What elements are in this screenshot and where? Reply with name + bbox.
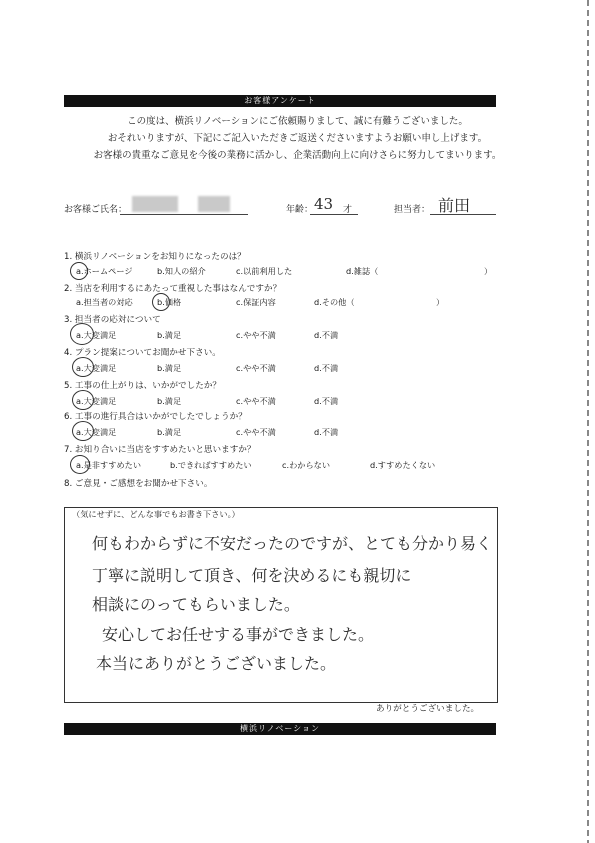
q7-option-a: a.是非すすめたい bbox=[76, 460, 142, 470]
staff-value: 前田 bbox=[438, 196, 471, 215]
redacted-name-2 bbox=[198, 196, 230, 212]
age-value: 43 bbox=[314, 195, 334, 213]
question-4: 4. プラン提案についてお聞かせ下さい。 bbox=[64, 348, 221, 358]
q3-option-a: a.大変満足 bbox=[76, 330, 117, 340]
comment-line-4: 安心してお任せする事ができました。 bbox=[102, 625, 375, 644]
age-label: 年齢： bbox=[286, 205, 314, 215]
q7-selection-circle bbox=[70, 455, 90, 474]
q1-selection-circle bbox=[70, 262, 88, 280]
comment-line-5: 本当にありがとうございました。 bbox=[96, 654, 337, 673]
q3-option-d: d.不満 bbox=[314, 330, 339, 340]
age-unit: 才 bbox=[343, 205, 353, 215]
redacted-name-1 bbox=[132, 196, 178, 212]
q6-option-c: c.やや不満 bbox=[236, 427, 276, 437]
q5-selection-circle bbox=[72, 390, 94, 410]
name-label: お客様ご氏名： bbox=[64, 205, 128, 215]
comment-line-3: 相談にのってもらいました。 bbox=[92, 595, 300, 614]
intro-line-2: おそれいりますが、下記にご記入いただきご返送くださいますようお願い申し上げます。 bbox=[107, 133, 488, 144]
q7-option-b: b.できればすすめたい bbox=[170, 460, 252, 470]
comment-line-1: 何もわからずに不安だったのですが、とても分かり易く bbox=[92, 534, 493, 553]
q6-option-b: b.満足 bbox=[157, 427, 182, 437]
q2-option-b: b.価格 bbox=[157, 297, 182, 307]
q7-option-d: d.すすめたくない bbox=[370, 460, 436, 470]
q4-option-c: c.やや不満 bbox=[236, 363, 276, 373]
q2-option-d-close: ） bbox=[436, 297, 445, 307]
q6-selection-circle bbox=[72, 421, 94, 441]
q2-option-d: d.その他（ bbox=[314, 297, 355, 307]
q5-option-a: a.大変満足 bbox=[76, 396, 117, 406]
q3-option-c: c.やや不満 bbox=[236, 330, 276, 340]
intro-line-1: この度は、横浜リノベーションにご依頼賜りまして、誠に有難うございました。 bbox=[127, 116, 468, 127]
q2-selection-circle bbox=[152, 293, 170, 311]
q4-option-b: b.満足 bbox=[157, 363, 182, 373]
staff-label: 担当者： bbox=[394, 205, 431, 215]
q6-option-a: a.大変満足 bbox=[76, 427, 117, 437]
question-1: 1. 横浜リノベーションをお知りになったのは？ bbox=[64, 252, 246, 262]
question-5: 5. 工事の仕上がりは、いかがでしたか？ bbox=[64, 381, 222, 391]
intro-line-3: お客様の貴重なご意見を今後の業務に活かし、企業活動向上に向けさらに努力してまいります。 bbox=[93, 150, 502, 161]
q4-option-a: a.大変満足 bbox=[76, 363, 117, 373]
question-3: 3. 担当者の応対について bbox=[64, 315, 161, 325]
q5-option-c: c.やや不満 bbox=[236, 396, 276, 406]
q5-option-d: d.不満 bbox=[314, 396, 339, 406]
question-2: 2. 当店を利用するにあたって重視した事はなんですか？ bbox=[64, 284, 282, 294]
q6-option-d: d.不満 bbox=[314, 427, 339, 437]
question-6: 6. 工事の進行具合はいかがでしたでしょうか？ bbox=[64, 412, 247, 422]
comment-line-2: 丁寧に説明して頂き、何を決めるにも親切に bbox=[92, 566, 412, 585]
q2-option-a: a.担当者の対応 bbox=[76, 297, 133, 307]
q1-option-b: b.知人の紹介 bbox=[157, 266, 206, 276]
q4-option-d: d.不満 bbox=[314, 363, 339, 373]
q3-option-b: b.満足 bbox=[157, 330, 182, 340]
q5-option-b: b.満足 bbox=[157, 396, 182, 406]
q7-option-c: c.わからない bbox=[282, 460, 331, 470]
comment-note: （気にせずに、どんな事でもお書き下さい。） bbox=[72, 509, 240, 519]
q1-option-c: c.以前利用した bbox=[236, 266, 293, 276]
q2-option-c: c.保証内容 bbox=[236, 297, 276, 307]
q1-option-d-close: ） bbox=[484, 266, 493, 276]
question-8: 8. ご意見・ご感想をお聞かせ下さい。 bbox=[64, 479, 213, 489]
question-7: 7. お知り合いに当店をすすめたいと思いますか？ bbox=[64, 445, 256, 455]
q4-selection-circle bbox=[72, 357, 94, 377]
thanks-text: ありがとうございました。 bbox=[376, 704, 480, 714]
name-underline bbox=[120, 214, 248, 215]
q1-option-a: a.ホームページ bbox=[76, 266, 133, 276]
q3-selection-circle bbox=[70, 323, 94, 345]
q1-option-d: d.雑誌（ bbox=[346, 266, 379, 276]
header-band: お客様アンケート bbox=[64, 95, 496, 107]
footer-band: 横浜リノベーション bbox=[64, 723, 496, 735]
